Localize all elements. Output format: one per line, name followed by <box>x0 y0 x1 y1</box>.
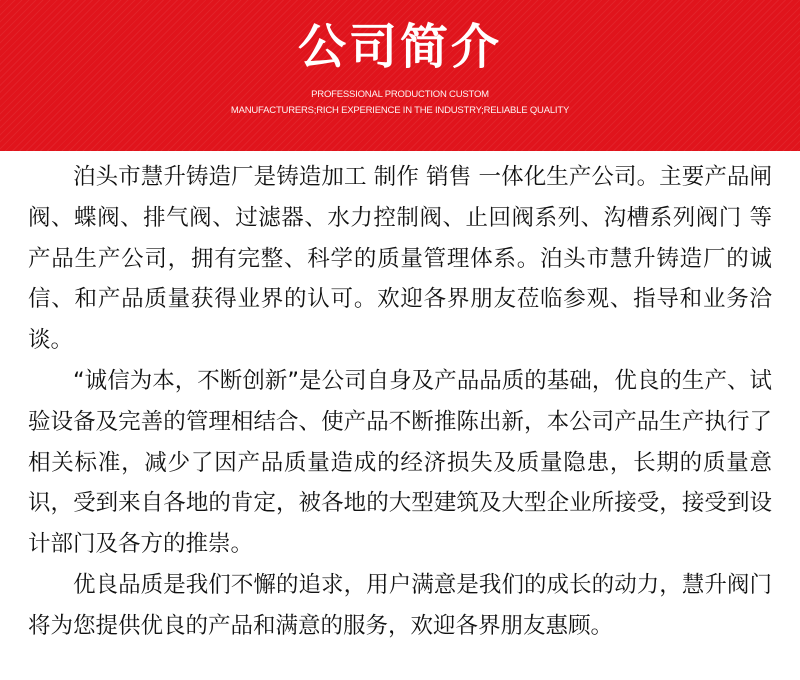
intro-paragraph: 泊头市慧升铸造厂是铸造加工 制作 销售 一体化生产公司。主要产品闸阀、蝶阀、排气阀、过滤器、水力控制阀、止回阀系列、沟槽系列阀门 等产品生产公司，拥有完整、科学的质量管理体系。泊头市慧升铸造厂的诚信、和产品质量获得业界的认可。欢迎各界朋友莅临参观、指导和业务洽谈。 <box>28 164 772 354</box>
banner-title: 公司简介 <box>297 19 502 75</box>
header-banner <box>0 0 800 151</box>
company-intro-body <box>28 157 772 647</box>
banner-subtitle-line2: MANUFACTURERS;RICH EXPERIENCE IN THE INDUSTRY;RELIABLE QUALITY <box>230 105 570 116</box>
banner-subtitle-line1: PROFESSIONAL PRODUCTION CUSTOM <box>311 89 489 100</box>
intro-paragraph: “诚信为本，不断创新”是公司自身及产品品质的基础，优良的生产、试验设备及完善的管理相结合、使产品不断推陈出新，本公司产品生产执行了相关标准，减少了因产品质量造成的经济损失及质量隐患，长期的质量意识，受到来自各地的肯定，被各地的大型建筑及大型企业所接受，接受到设计部门及各方的推崇。 <box>28 367 772 558</box>
intro-paragraph: 优良品质是我们不懈的追求，用户满意是我们的成长的动力，慧升阀门将为您提供优良的产品和满意的服务，欢迎各界朋友惠顾。 <box>28 571 772 639</box>
